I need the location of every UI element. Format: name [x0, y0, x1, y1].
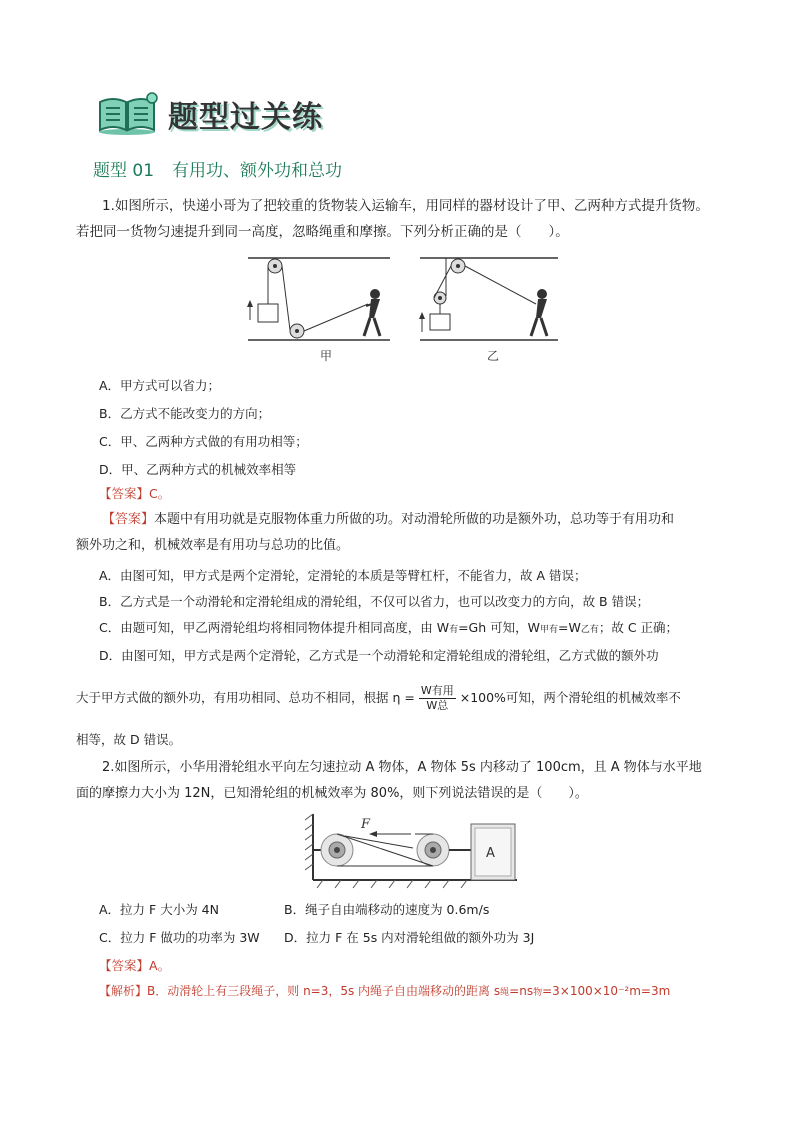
- q2-analysis: 【解析】B．动滑轮上有三段绳子，则 n=3，5s 内绳子自由端移动的距离 s绳=ns物=3×100×10⁻²m=3m: [99, 984, 671, 998]
- q2-option-d: D．拉力 F 在 5s 内对滑轮组做的额外功为 3J: [284, 930, 535, 945]
- q1-pulley-figure: [240, 252, 560, 372]
- efficiency-fraction: W有用 W总: [420, 684, 454, 712]
- q2-stem-line2: 面的摩擦力大小为 12N，已知滑轮组的机械效率为 80%，则下列说法错误的是（ ）。: [76, 786, 588, 801]
- q1-analysis-a: A．由图可知，甲方式是两个定滑轮，定滑轮的本质是等臂杠杆，不能省力，故 A 错误；: [99, 568, 587, 583]
- section-heading: [93, 156, 342, 181]
- q2-answer: 【答案】A。: [99, 958, 171, 973]
- q2-stem-line1: 2.如图所示，小华用滑轮组水平向左匀速拉动 A 物体，A 物体 5s 内移动了 100cm，且 A 物体与水平地: [102, 760, 702, 775]
- q1-option-b: B．乙方式不能改变力的方向；: [99, 406, 271, 421]
- q1-analysis-line2: 额外功之和，机械效率是有用功与总功的比值。: [76, 538, 350, 553]
- figure-yi: [419, 258, 558, 340]
- q2-pulley-figure: [305, 810, 520, 890]
- q1-analysis-line1: 【答案】本题中有用功就是克服物体重力所做的功。对动滑轮所做的功是额外功，总功等于有用功和: [102, 512, 675, 527]
- section-banner: [96, 92, 323, 136]
- heading-label: 题型 01: [93, 161, 155, 181]
- q1-analysis-d-line2: 大于甲方式做的额外功，有用功相同、总功不相同，根据 η = W有用 W总 ×100%可知，两个滑轮组的机械效率不: [76, 684, 681, 712]
- figure-jia: [247, 258, 390, 340]
- q1-analysis-c: C．由题可知，甲乙两滑轮组均将相同物体提升相同高度，由 W有=Gh 可知，W甲有=W乙有；故 C 正确；: [99, 620, 679, 635]
- q2-option-a: A．拉力 F 大小为 4N: [99, 902, 219, 917]
- banner-title: 题型过关练: [168, 100, 323, 135]
- q1-option-a: A．甲方式可以省力；: [99, 378, 221, 393]
- block-label: A: [486, 846, 495, 861]
- q1-analysis-d-line1: D．由图可知，甲方式是两个定滑轮，乙方式是一个动滑轮和定滑轮组成的滑轮组，乙方式做的额外功: [99, 648, 659, 663]
- q1-stem-line2: 若把同一货物匀速提升到同一高度，忽略绳重和摩擦。下列分析正确的是（ ）。: [76, 224, 569, 240]
- figure-label-jia: 甲: [320, 349, 333, 363]
- q1-analysis-b: B．乙方式是一个动滑轮和定滑轮组成的滑轮组，不仅可以省力，也可以改变力的方向，故 B 错误；: [99, 594, 650, 609]
- q1-option-d: D．甲、乙两种方式的机械效率相等: [99, 462, 297, 477]
- q2-option-b: B．绳子自由端移动的速度为 0.6m/s: [284, 902, 490, 917]
- q1-option-c: C．甲、乙两种方式做的有用功相等；: [99, 434, 308, 449]
- q1-stem-line1: 1.如图所示，快递小哥为了把较重的货物装入运输车，用同样的器材设计了甲、乙两种方式提升货物。: [102, 198, 709, 214]
- q1-answer: 【答案】C。: [99, 486, 171, 501]
- force-label: F: [361, 817, 371, 832]
- q2-option-c: C．拉力 F 做功的功率为 3W: [99, 930, 260, 945]
- book-icon: [96, 92, 158, 136]
- q1-analysis-d-line3: 相等，故 D 错误。: [76, 732, 182, 747]
- figure-label-yi: 乙: [487, 349, 500, 363]
- heading-title: 有用功、额外功和总功: [172, 161, 343, 181]
